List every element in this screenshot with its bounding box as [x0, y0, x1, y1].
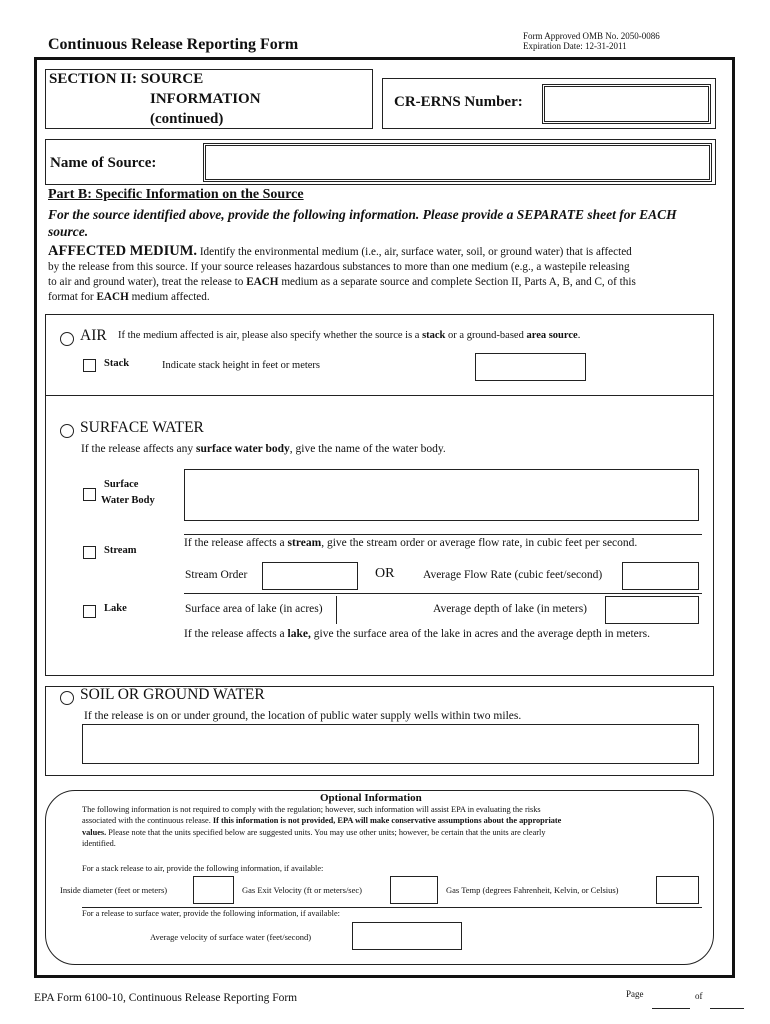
footer-form-name: EPA Form 6100-10, Continuous Release Reporting Form	[34, 992, 298, 1004]
stream-desc-a: If the release affects a	[184, 537, 288, 549]
surface-water-description	[81, 443, 446, 455]
page-total-line[interactable]	[710, 1008, 744, 1009]
lake-desc-a: If the release affects a	[184, 628, 288, 640]
section-line2: INFORMATION	[150, 91, 261, 107]
surface-desc-b: , give the name of the water body.	[289, 443, 446, 455]
optional-p1: The following information is not required to comply with the regulation; however, such information will assist EPA in evaluating the risks	[82, 805, 541, 814]
crerns-label: CR-ERNS Number:	[394, 94, 523, 110]
affected-text-4a: format for	[48, 291, 97, 303]
optional-text	[82, 804, 702, 849]
gas-velocity-input[interactable]	[390, 876, 438, 904]
page-number-line[interactable]	[652, 1008, 690, 1009]
optional-divider	[82, 907, 702, 908]
air-desc-c: .	[577, 330, 581, 341]
optional-p4: identified.	[82, 838, 116, 848]
surface-water-radio[interactable]	[60, 424, 74, 438]
stack-checkbox[interactable]	[83, 359, 96, 372]
lake-divider	[184, 593, 702, 594]
stream-description	[184, 537, 637, 549]
crerns-input[interactable]	[542, 84, 711, 124]
lake-label: Lake	[104, 603, 127, 614]
water-body-checkbox[interactable]	[83, 488, 96, 501]
lake-checkbox[interactable]	[83, 605, 96, 618]
flow-rate-input[interactable]	[622, 562, 699, 590]
gas-velocity-label: Gas Exit Velocity (ft or meters/sec)	[242, 885, 362, 895]
surface-desc-a: If the release affects any	[81, 443, 197, 455]
inside-diameter-label: Inside diameter (feet or meters)	[60, 885, 168, 895]
gas-temp-input[interactable]	[656, 876, 699, 904]
soil-input[interactable]	[82, 724, 699, 764]
stream-order-label: Stream Order	[185, 569, 248, 581]
surface-intro: For a release to surface water, provide the following information, if available:	[82, 909, 340, 918]
omb-number: Form Approved OMB No. 2050-0086	[523, 31, 660, 41]
section-line1: SECTION II: SOURCE	[49, 71, 204, 87]
air-desc-area: area source	[526, 330, 578, 341]
stack-height-label: Indicate stack height in feet or meters	[162, 360, 321, 371]
air-desc-stack: stack	[422, 330, 446, 341]
soil-label: SOIL OR GROUND WATER	[80, 686, 265, 703]
stream-desc-bold: stream	[287, 537, 322, 549]
water-body-input[interactable]	[184, 469, 699, 521]
section-header	[45, 69, 373, 129]
optional-p2b: If this information is not provided, EPA will make conservative assumptions about the appropriate	[212, 816, 562, 826]
water-body-label-2: Water Body	[101, 495, 155, 506]
inside-diameter-input[interactable]	[193, 876, 234, 904]
part-b-title: Part B: Specific Information on the Source	[48, 187, 304, 202]
flow-rate-label: Average Flow Rate (cubic feet/second)	[423, 569, 603, 581]
of-label: of	[695, 991, 703, 1001]
air-divider	[45, 395, 714, 396]
stack-label: Stack	[104, 358, 130, 369]
affected-text-2: by the release from this source. If your source releases hazardous substances to more than one medium (e.g., a wastepile releasing	[48, 261, 630, 273]
soil-radio[interactable]	[60, 691, 74, 705]
optional-p3a: values.	[82, 827, 107, 837]
affected-text-4b: medium affected.	[128, 291, 210, 303]
lake-desc-b: give the surface area of the lake in acres and the average depth in meters.	[310, 628, 650, 640]
stream-order-input[interactable]	[262, 562, 358, 590]
page-label: Page	[626, 989, 644, 999]
water-body-label-1: Surface	[104, 479, 139, 490]
lake-depth-input[interactable]	[605, 596, 699, 624]
stream-checkbox[interactable]	[83, 546, 96, 559]
affected-text-3a: to air and ground water), treat the release to	[48, 276, 247, 288]
affected-text-1: Identify the environmental medium (i.e., air, surface water, soil, or ground water) that is affected	[199, 246, 632, 258]
air-desc-b: or a ground-based	[445, 330, 527, 341]
stream-desc-b: , give the stream order or average flow rate, in cubic feet per second.	[321, 537, 638, 549]
gas-temp-label: Gas Temp (degrees Fahrenheit, Kelvin, or Celsius)	[446, 885, 619, 895]
affected-medium-title: AFFECTED MEDIUM.	[48, 243, 198, 259]
name-of-source-input[interactable]	[203, 143, 712, 182]
optional-p3b: Please note that the units specified below are suggested units. You may use other units; however, be certain that the units are clearly	[106, 827, 546, 837]
lake-area-label: Surface area of lake (in acres)	[185, 603, 323, 615]
surface-water-label: SURFACE WATER	[80, 419, 204, 436]
air-label: AIR	[80, 327, 107, 344]
affected-medium-text	[48, 244, 728, 305]
avg-velocity-input[interactable]	[352, 922, 462, 950]
lake-area-input[interactable]	[336, 596, 337, 624]
affected-each-2: EACH	[96, 291, 129, 303]
stream-label: Stream	[104, 545, 137, 556]
soil-description: If the release is on or under ground, the location of public water supply wells within two miles.	[84, 710, 522, 722]
or-label: OR	[375, 566, 395, 581]
stack-intro: For a stack release to air, provide the following information, if available:	[82, 864, 324, 873]
expiration-date: Expiration Date: 12-31-2011	[523, 41, 627, 51]
stack-height-input[interactable]	[475, 353, 586, 381]
optional-p2a: associated with the continuous release.	[82, 816, 213, 826]
avg-velocity-label: Average velocity of surface water (feet/second)	[150, 932, 312, 942]
part-b-instruction: For the source identified above, provide the following information. Please provide a SEPARATE sheet for EACH source.	[48, 207, 677, 239]
affected-each-1: EACH	[246, 276, 279, 288]
lake-description	[184, 628, 650, 640]
form-title: Continuous Release Reporting Form	[48, 36, 299, 53]
air-description	[118, 330, 580, 341]
optional-title: Optional Information	[320, 792, 422, 804]
name-of-source-label: Name of Source:	[50, 155, 157, 171]
surface-desc-bold: surface water body	[196, 443, 290, 455]
lake-depth-label: Average depth of lake (in meters)	[433, 603, 588, 615]
lake-desc-bold: lake,	[287, 628, 311, 640]
section-line3: (continued)	[150, 111, 224, 127]
affected-text-3b: medium as a separate source and complete Section II, Parts A, B, and C, of this	[278, 276, 636, 288]
air-desc-a: If the medium affected is air, please also specify whether the source is a	[118, 330, 423, 341]
air-radio[interactable]	[60, 332, 74, 346]
stream-divider	[184, 534, 702, 535]
